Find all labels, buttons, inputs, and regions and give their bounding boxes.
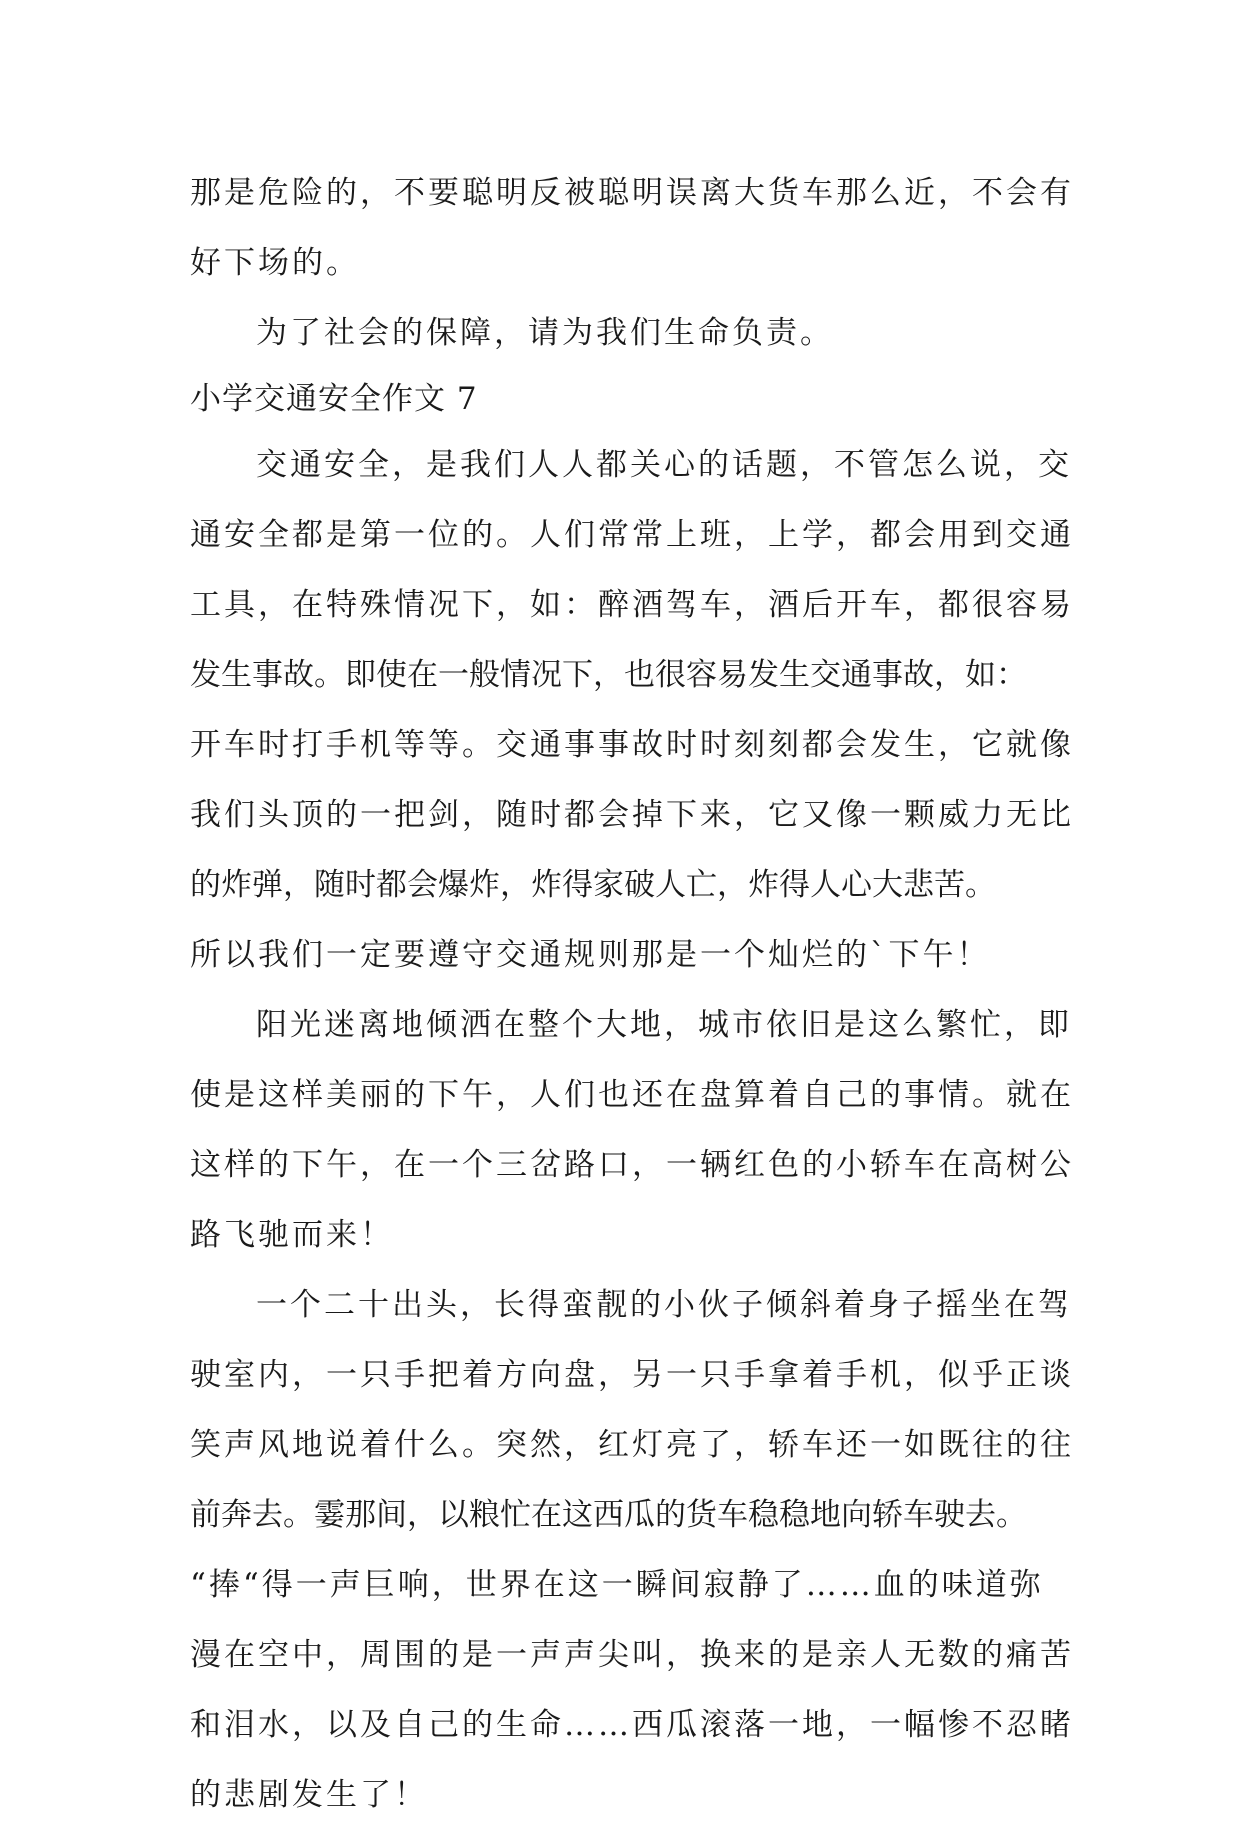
text-line: 的悲剧发生了！ — [190, 1777, 428, 1813]
text-line: 通安全都是第一位的。人们常常上班，上学，都会用到交通 — [190, 517, 1074, 553]
text-line: 那是危险的，不要聪明反被聪明误离大货车那么近，不会有 — [190, 175, 1074, 211]
text-line: 工具，在特殊情况下，如：醉酒驾车，酒后开车，都很容易 — [190, 587, 1074, 623]
text-line: 开车时打手机等等。交通事事故时时刻刻都会发生，它就像 — [190, 727, 1074, 763]
text-line: 阳光迷离地倾洒在整个大地，城市依旧是这么繁忙，即 — [256, 1007, 1072, 1043]
text-line: 笑声风地说着什么。突然，红灯亮了，轿车还一如既往的往 — [190, 1427, 1074, 1463]
text-line: 前奔去。霎那间，以粮忙在这西瓜的货车稳稳地向轿车驶去。 — [190, 1497, 1027, 1533]
text-line: 一个二十出头，长得蛮靓的小伙子倾斜着身子摇坐在驾 — [256, 1287, 1072, 1323]
text-line: 和泪水，以及自己的生命……西瓜滚落一地，一幅惨不忍睹 — [190, 1707, 1074, 1743]
text-line: 驶室内，一只手把着方向盘，另一只手拿着手机，似乎正谈 — [190, 1357, 1074, 1393]
text-line: 这样的下午，在一个三岔路口，一辆红色的小轿车在高树公 — [190, 1147, 1074, 1183]
text-line: 为了社会的保障，请为我们生命负责。 — [256, 315, 834, 351]
text-line: 我们头顶的一把剑，随时都会掉下来，它又像一颗威力无比 — [190, 797, 1074, 833]
text-line: 漫在空中，周围的是一声声尖叫，换来的是亲人无数的痛苦 — [190, 1637, 1074, 1673]
text-line: “捧“得一声巨响，世界在这一瞬间寂静了……血的味道弥 — [190, 1567, 1044, 1603]
text-line: 的炸弹，随时都会爆炸，炸得家破人亡，炸得人心大悲苦。 — [190, 867, 996, 903]
section-title: 小学交通安全作文 7 — [190, 381, 478, 417]
text-line: 好下场的。 — [190, 245, 360, 281]
text-line: 发生事故。即使在一般情况下，也很容易发生交通事故，如： — [190, 657, 1027, 693]
text-line: 所以我们一定要遵守交通规则那是一个灿烂的`下午！ — [190, 937, 991, 973]
text-line: 交通安全，是我们人人都关心的话题，不管怎么说，交 — [256, 447, 1072, 483]
text-line: 使是这样美丽的下午，人们也还在盘算着自己的事情。就在 — [190, 1077, 1074, 1113]
document-body — [190, 158, 1074, 1830]
text-line: 路飞驰而来！ — [190, 1217, 394, 1253]
